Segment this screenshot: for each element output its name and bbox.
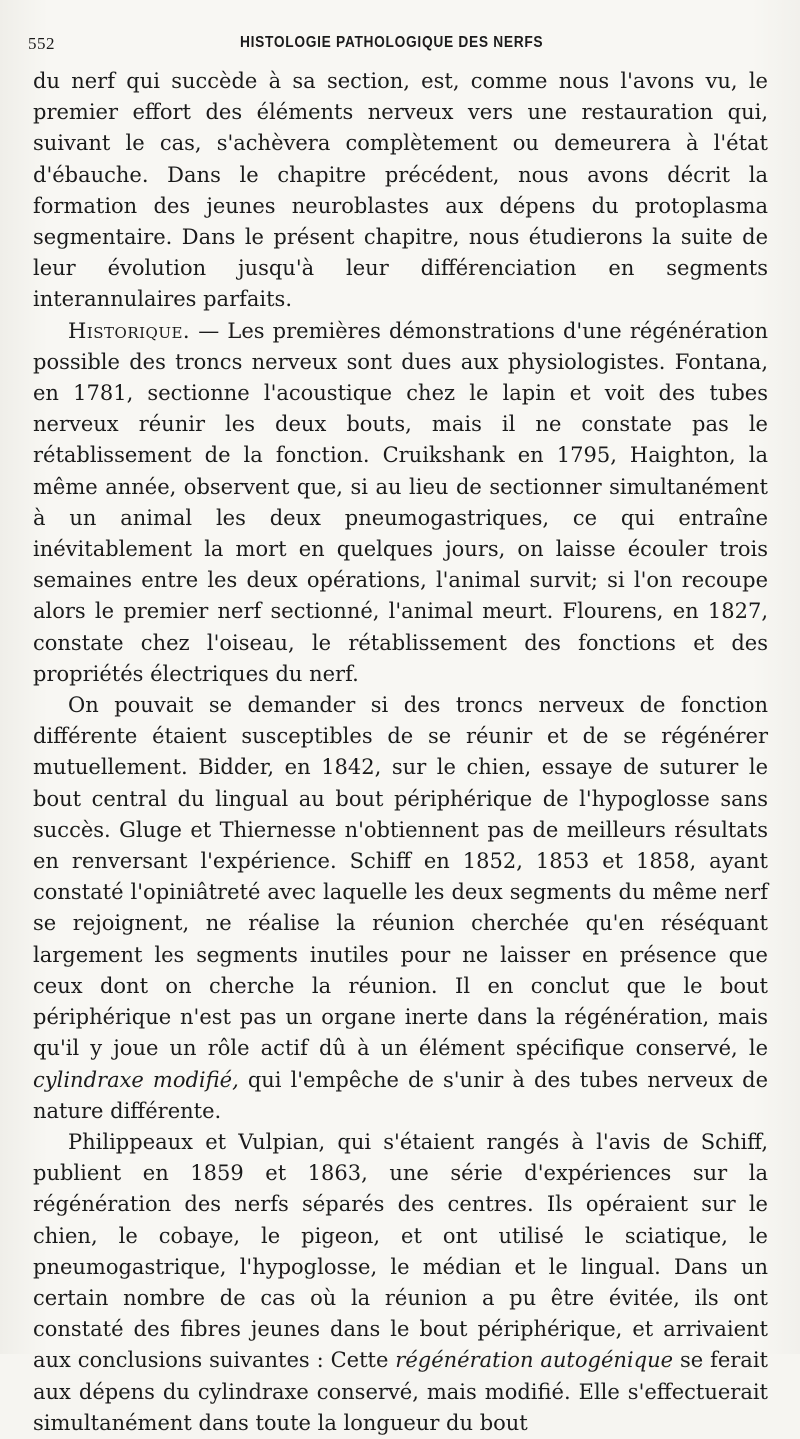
- paragraph-3: [33, 690, 768, 1127]
- paragraph-4: [33, 1127, 768, 1439]
- body-text: [33, 66, 768, 1439]
- running-head: HISTOLOGIE PATHOLOGIQUE DES NERFS: [240, 34, 544, 51]
- paragraph-4-text-a: Philippeaux et Vulpian, qui s'étaient rangés à l'avis de Schiff, publient en 1859 et 1863, une série d'expériences sur la régénération des nerfs séparés des centres. Ils opéraient sur le chien, le cobaye, le pigeon, et ont utilisé le sciatique, le pneumogastrique, l'hypoglosse, le médian et le lingual. Dans un certain nombre de cas où la réunion a pu être évitée, ils ont constaté des fibres jeunes dans le bout périphérique, et arrivaient aux conclusions suivantes : Cette: [33, 1129, 768, 1373]
- paragraph-1: du nerf qui succède à sa section, est, comme nous l'avons vu, le premier effort des éléments nerveux vers une restauration qui, suivant le cas, s'achèvera complètement ou demeurera à l'état d'ébauche. Dans le chapitre précédent, nous avons décrit la formation des jeunes neuroblastes aux dépens du protoplasma segmentaire. Dans le présent chapitre, nous étudierons la suite de leur évolution jusqu'à leur différenciation en segments interannulaires parfaits.: [33, 69, 768, 312]
- page-number: 552: [28, 34, 55, 53]
- paragraph-3-text-a: On pouvait se demander si des troncs nerveux de fonction différente étaient susceptibles de se réunir et de se régénérer mutuellement. Bidder, en 1842, sur le chien, essaye de suturer le bout central du lingual au bout périphérique de l'hypoglosse sans succès. Gluge et Thiernesse n'obtiennent pas de meilleurs résultats en renversant l'expérience. Schiff en 1852, 1853 et 1858, ayant constaté l'opiniâtreté avec laquelle les deux segments du même nerf se rejoignent, ne réalise la réunion cherchée qu'en réséquant largement les segments inutiles pour ne laisser en présence que ceux dont on cherche la réunion. Il en conclut que le bout périphérique n'est pas un organe inerte dans la régénération, mais qu'il y joue un rôle actif dû à un élément spécifique conservé, le: [33, 693, 768, 1061]
- paragraph-3-text-b: qui l'empêche de s'unir à des tubes nerveux de nature différente.: [33, 1067, 768, 1123]
- paragraph-2: [33, 316, 768, 690]
- paragraph-3-italic: cylindraxe modifié,: [33, 1067, 239, 1092]
- page-header: [28, 28, 778, 58]
- paragraph-4-italic: régénération autogénique: [395, 1348, 674, 1373]
- paragraph-4-text-b: se ferait aux dépens du cylindraxe conservé, mais modifié. Elle s'effectuerait simultanément dans toute la longueur du bout: [33, 1348, 768, 1435]
- section-label: Historique.: [68, 318, 191, 343]
- paragraph-2-text: — Les premières démonstrations d'une régénération possible des troncs nerveux sont dues aux physiologistes. Fontana, en 1781, sectionne l'acoustique chez le lapin et voit des tubes nerveux réunir les deux bouts, mais il ne constate pas le rétablissement de la fonction. Cruikshank en 1795, Haighton, la même année, observent que, si au lieu de sectionner simultanément à un animal les deux pneumogastriques, ce qui entraîne inévitablement la mort en quelques jours, on laisse écouler trois semaines entre les deux opérations, l'animal survit; si l'on recoupe alors le premier nerf sectionné, l'animal meurt. Flourens, en 1827, constate chez l'oiseau, le rétablissement des fonctions et des propriétés électriques du nerf.: [33, 318, 768, 686]
